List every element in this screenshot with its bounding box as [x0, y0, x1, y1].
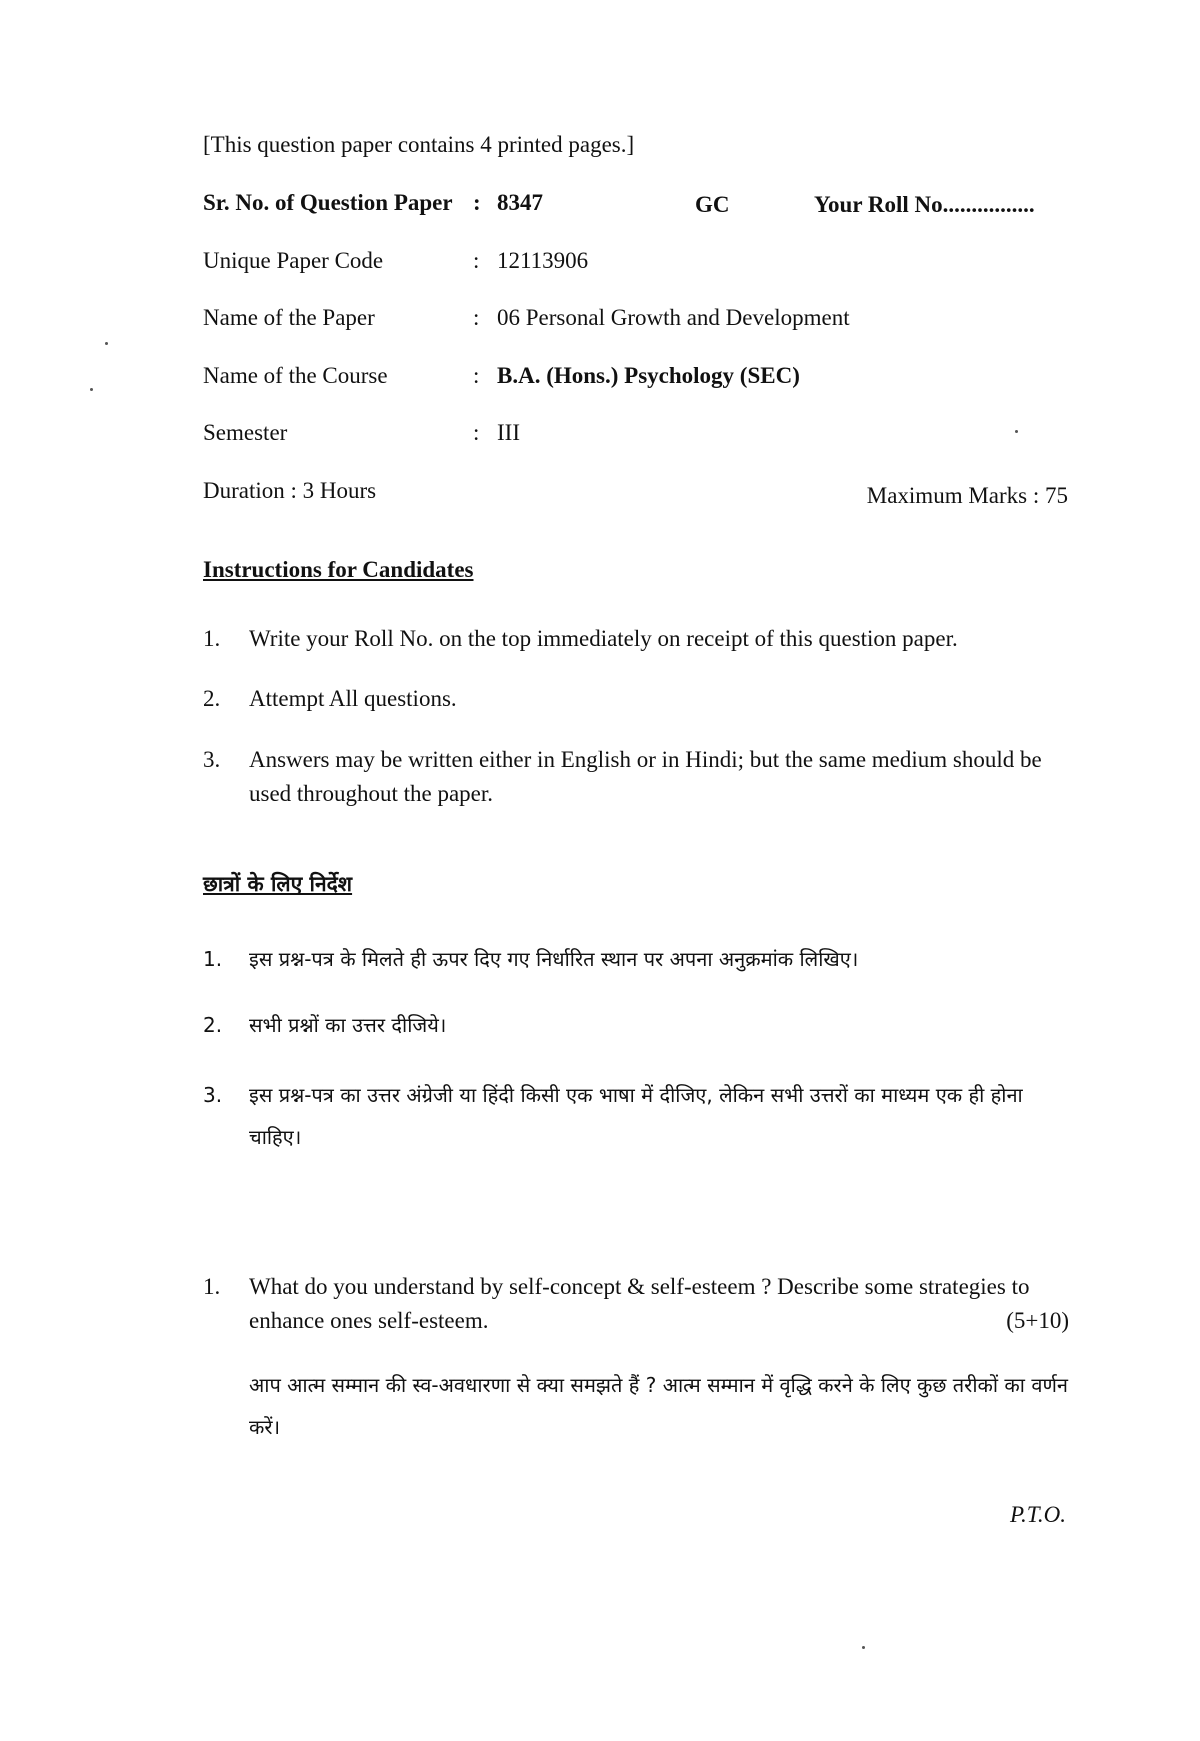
hindi-instruction-item: 3. इस प्रश्न-पत्र का उत्तर अंग्रेजी या हिंदी किसी एक भाषा में दीजिए, लेकिन सभी उत्तरों का माध्यम एक ही होना चाहिए। [203, 1083, 1023, 1149]
scan-speck [105, 342, 108, 345]
question-marks: (5+10) [1006, 1308, 1069, 1333]
paper-name-value: 06 Personal Growth and Development [497, 305, 850, 330]
course-value: B.A. (Hons.) Psychology (SEC) [497, 363, 800, 388]
pto-marker: P.T.O. [1009, 1502, 1066, 1527]
question-text-hindi: आप आत्म सम्मान की स्व-अवधारणा से क्या समझते हैं ? आत्म सम्मान में वृद्धि करने के लिए कुछ तरीकों का वर्णन करें। [249, 1373, 1068, 1439]
semester-value: III [497, 420, 520, 445]
instruction-item: 2. Attempt All questions. [203, 686, 457, 711]
instruction-item: 3. Answers may be written either in English or in Hindi; but the same medium should be used throughout the paper. [203, 747, 1042, 806]
course-row: Name of the Course : B.A. (Hons.) Psychology (SEC) [203, 363, 800, 388]
scan-speck [862, 1646, 865, 1649]
paper-name-label: Name of the Paper [203, 305, 375, 330]
question-text: What do you understand by self-concept & self-esteem ? Describe some strategies to enhance ones self-esteem. [249, 1274, 1030, 1333]
page-count-notice: [This question paper contains 4 printed pages.] [203, 132, 635, 157]
paper-code-row: Unique Paper Code : 12113906 [203, 248, 589, 273]
scan-speck [1015, 430, 1018, 433]
question-1: 1. What do you understand by self-concept & self-esteem ? Describe some strategies to enhance ones self-esteem. (5+10) [203, 1270, 1069, 1338]
sr-no-label: Sr. No. of Question Paper [203, 190, 453, 215]
roll-no-field: Your Roll No................ [814, 192, 1035, 217]
scan-speck [90, 388, 93, 391]
semester-label: Semester [203, 420, 288, 445]
paper-name-row: Name of the Paper : 06 Personal Growth and Development [203, 305, 850, 330]
duration: Duration : 3 Hours [203, 478, 377, 503]
sr-no-row: Sr. No. of Question Paper : 8347 [203, 190, 543, 215]
course-label: Name of the Course [203, 363, 388, 388]
hindi-instructions-heading: छात्रों के लिए निर्देश [203, 872, 353, 896]
paper-code-value: 12113906 [497, 248, 589, 273]
hindi-instruction-item: 2. सभी प्रश्नों का उत्तर दीजिये। [203, 1013, 447, 1037]
semester-row: Semester : III [203, 420, 520, 445]
question-1-hindi [203, 1364, 1069, 1448]
gc-code: GC [695, 192, 730, 217]
instruction-item: 1. Write your Roll No. on the top immediately on receipt of this question paper. [203, 626, 958, 651]
paper-code-label: Unique Paper Code [203, 248, 384, 273]
instructions-heading: Instructions for Candidates [203, 557, 474, 582]
hindi-instruction-item: 1. इस प्रश्न-पत्र के मिलते ही ऊपर दिए गए निर्धारित स्थान पर अपना अनुक्रमांक लिखिए। [203, 947, 859, 971]
maximum-marks: Maximum Marks : 75 [866, 483, 1068, 508]
sr-no-value: 8347 [497, 190, 543, 215]
